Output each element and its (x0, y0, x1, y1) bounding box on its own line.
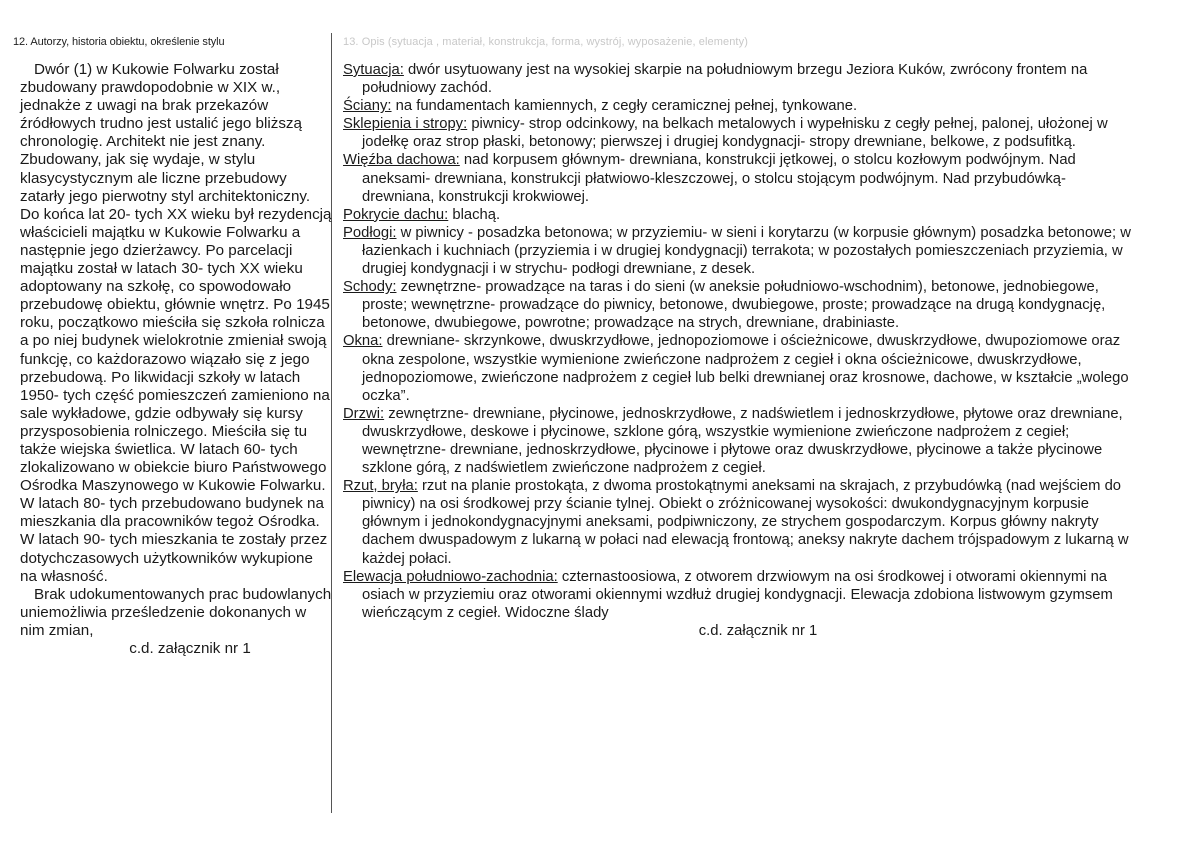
section-label: Sklepienia i stropy: (343, 116, 468, 133)
section-text: piwnicy- strop odcinkowy, na belkach metalowych i wypełnisku z cegły pełnej, palonej, ułożonej w jodełkę oraz strop płaski, betonowy; pierwszej i drugiej kondygnacji- stropy drewniane, belkowe, z podsufitką. (362, 116, 1108, 151)
section-rzut (343, 477, 1133, 567)
section-schody (343, 278, 1133, 332)
section-label: Okna: (343, 333, 383, 350)
section-elewacja (343, 568, 1133, 622)
description-column (343, 61, 1133, 640)
section-wiezba (343, 151, 1133, 205)
section-text: rzut na planie prostokąta, z dwoma prostokątnymi aneksami na skrajach, z przybudówką (nad wejściem do piwnicy) na osi środkowej przy ścianie tylnej. Obiekt o zróżnicowanej wysokości: dwukondygnacyjnym korpusie głównym i jednokondygnacyjnymi aneksami, podpiwniczony, ze strychem gospodarczym. Korpus główny nakryty dachem dwuspadowym z lukarną w połaci nad elewacją frontową; aneksy nakryte dachem trójspadowym z lukarną w każdej połaci. (362, 478, 1129, 567)
section-text: w piwnicy - posadzka betonowa; w przyziemiu- w sieni i korytarzu (w korpusie głównym) posadzka betonowe; w łazienkach i kuchniach (przyziemia i w drugiej kondygnacji) terrakota; w pozostałych pomieszczeniach przyziemia, w drugiej kondygnacji i w strychu- podłogi drewniane, z desek. (362, 224, 1131, 278)
section-13-header: 13. Opis (sytuacja , materiał, konstrukcja, forma, wystrój, wyposażenie, elementy) (343, 36, 748, 48)
section-label: Sytuacja: (343, 62, 404, 78)
section-text: zewnętrzne- prowadzące na taras i do sieni (w aneksie południowo-wschodnim), betonowe, jednobiegowe, proste; wewnętrzne- prowadzące do piwnicy, betonowe, dwubiegowe, proste; prowadzące na drugą kondygnację, betonowe, dwubiegowe, powrotne; prowadzące na strych, drewniane, drabiniaste. (362, 279, 1106, 332)
section-pokrycie (343, 206, 1133, 224)
section-label: Ściany: (343, 98, 392, 115)
section-label: Drzwi: (343, 405, 385, 422)
section-okna (343, 332, 1133, 404)
section-text: zewnętrzne- drewniane, płycinowe, jednoskrzydłowe, z nadświetlem i jednoskrzydłowe, płytowe oraz drewniane, dwuskrzydłowe, deskowe i płycinowe, szklone górą, wszystkie wymienione zwieńczone nadprożem z cegieł; wewnętrzne- drewniane, jednoskrzydłowe, płycinowe i płytowe oraz dwuskrzydłowe, płycinowe a także płycinowe szklone górą, z nadświetlem zwieńczone nadprożem z cegieł. (362, 405, 1123, 477)
section-12-header: 12. Autorzy, historia obiektu, określenie stylu (13, 36, 225, 48)
section-drzwi (343, 405, 1133, 477)
section-label: Schody: (343, 279, 397, 296)
section-text: drewniane- skrzynkowe, dwuskrzydłowe, jednopoziomowe i ościeżnicowe, dwuskrzydłowe, dwupoziomowe oraz okna zespolone, wszystkie wymienione zwieńczone nadprożem z cegieł i okna ościeżnicowe, dwuskrzydłowe, jednopoziomowe, zwieńczone nadprożem z cegieł lub belki drewnianej oraz krosnowe, dachowe, w kształcie „wolego oczka”. (362, 333, 1129, 404)
section-sklepienia (343, 115, 1133, 151)
section-label: Elewacja południowo-zachodnia: (343, 568, 558, 585)
history-paragraph-2: Brak udokumentowanych prac budowlanych uniemożliwia prześledzenie dokonanych w nim zmian, (20, 585, 332, 639)
section-text: dwór usytuowany jest na wysokiej skarpie na południowym brzegu Jeziora Kuków, zwrócony frontem na południowy zachód. (362, 62, 1088, 97)
section-label: Podłogi: (343, 224, 397, 241)
history-continuation-note: c.d. załącznik nr 1 (129, 640, 251, 657)
section-sciany (343, 97, 1133, 115)
section-label: Rzut, bryła: (343, 478, 418, 495)
section-sytuacja (343, 61, 1133, 97)
section-text: nad korpusem głównym- drewniana, konstrukcji jętkowej, o stolcu kozłowym podwójnym. Nad aneksami- drewniana, konstrukcji płatwiowo-kleszczowej, o stolcu stojącym podwójnym. Nad przybudówką- drewniana, konstrukcji krokwiowej. (362, 152, 1076, 205)
section-label: Więźba dachowa: (343, 152, 460, 169)
history-paragraph-1: Dwór (1) w Kukowie Folwarku został zbudowany prawdopodobnie w XIX w., jednakże z uwagi na brak przekazów źródłowych trudno jest ustalić jego bliższą chronologię. Architekt nie jest znany. Zbudowany, jak się wydaje, w stylu klasycystycznym ale liczne przebudowy zatarły jego pierwotny styl architektoniczny. Do końca lat 20- tych XX wieku był rezydencją właścicieli majątku w Kukowie Folwarku a następnie jego dzierżawcy. Po parcelacji majątku został w latach 30- tych XX wieku adoptowany na szkołę, co spowodowało przebudowę obiektu, głównie wnętrz. Po 1945 roku, początkowo mieściła się szkoła rolnicza a po niej budynek wielokrotnie zmieniał swoją funkcję, co każdorazowo wiązało się z jego przebudową. Po likwidacji szkoły w latach 1950- tych część pomieszczeń zamieniono na sale wykładowe, gdzie odbywały się kursy przysposobienia rolniczego. Mieściła się tu także wiejska świetlica. W latach 60- tych zlokalizowano w obiekcie biuro Państwowego Ośrodka Maszynowego w Kukowie Folwarku. W latach 80- tych przebudowano budynek na mieszkania dla pracowników tegoż Ośrodka. W latach 90- tych mieszkania te zostały przez dotychczasowych użytkowników wykupione na własność. (20, 61, 332, 585)
section-text: na fundamentach kamiennych, z cegły ceramicznej pełnej, tynkowane. (391, 98, 858, 115)
section-text: blachą. (448, 206, 501, 223)
section-text: czternastoosiowa, z otworem drzwiowym na osi środkowej i otworami okiennymi na osiach w przyziemiu oraz otworami okiennymi wzdłuż drugiej kondygnacji. Elewacja zdobiona listwowym gzymsem wieńczącym z cegieł. Widoczne ślady (362, 568, 1113, 621)
description-continuation-note: c.d. załącznik nr 1 (698, 622, 818, 639)
section-podlogi (343, 224, 1133, 278)
section-label: Pokrycie dachu: (343, 206, 449, 223)
history-column (20, 61, 332, 658)
